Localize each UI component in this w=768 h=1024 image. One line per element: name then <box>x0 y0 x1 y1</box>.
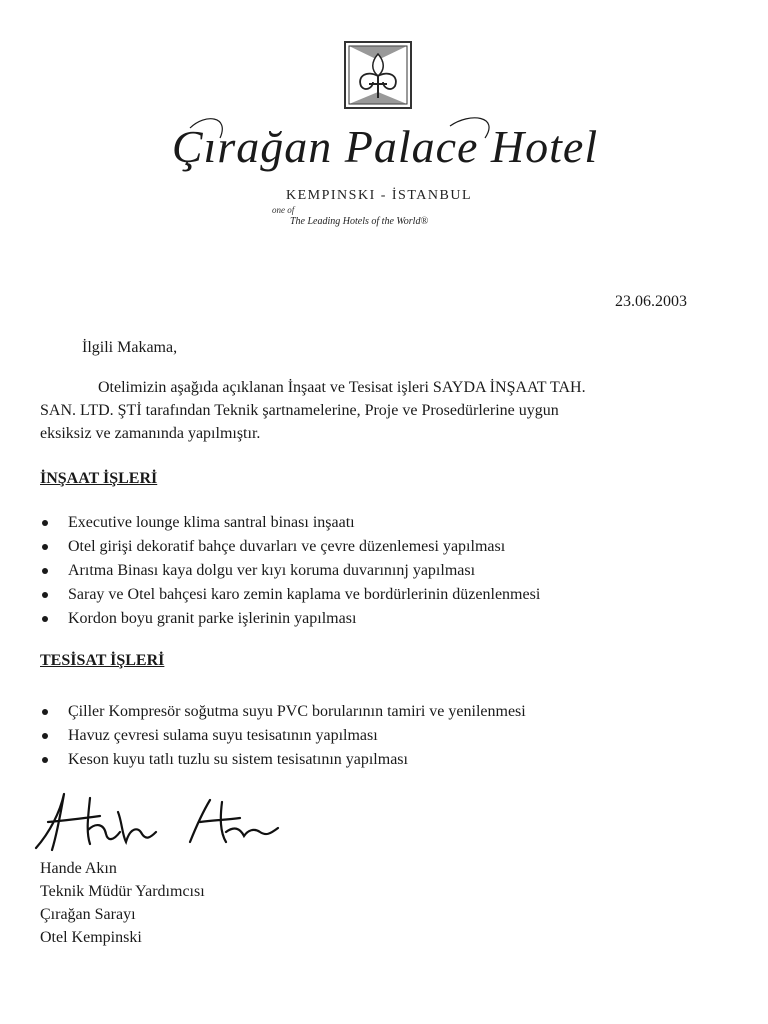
bullet-icon <box>42 733 48 739</box>
bullet-icon <box>42 592 48 598</box>
section-title-insaat: İNŞAAT İŞLERİ <box>40 470 158 487</box>
signer-hotel: Otel Kempinski <box>40 929 142 946</box>
handwritten-signature <box>30 782 290 862</box>
body-line: SAN. LTD. ŞTİ tarafından Teknik şartnamelerine, Proje ve Prosedürlerine uygun <box>40 402 559 419</box>
list-item: Kordon boyu granit parke işlerinin yapılması <box>40 607 540 631</box>
bullet-icon <box>42 544 48 550</box>
hotel-name-logo <box>150 108 620 188</box>
bullet-icon <box>42 709 48 715</box>
list-item: Otel girişi dekoratif bahçe duvarları ve çevre düzenlemesi yapılması <box>40 535 540 559</box>
signer-title: Teknik Müdür Yardımcısı <box>40 883 205 900</box>
letter-body <box>40 376 700 445</box>
leading-hotels-tagline: The Leading Hotels of the World® <box>290 216 429 227</box>
list-item: Executive lounge klima santral binası inşaatı <box>40 511 540 535</box>
svg-text:Çırağan Palace Hotel: Çırağan Palace Hotel <box>171 121 599 172</box>
bullet-icon <box>42 616 48 622</box>
list-item: Arıtma Binası kaya dolgu ver kıyı koruma duvarınınj yapılması <box>40 559 540 583</box>
list-item: Havuz çevresi sulama suyu tesisatının yapılması <box>40 724 526 748</box>
body-line: eksiksiz ve zamanında yapılmıştır. <box>40 425 261 442</box>
signer-organization: Çırağan Sarayı <box>40 906 136 923</box>
list-item: Saray ve Otel bahçesi karo zemin kaplama ve bordürlerinin düzenlenmesi <box>40 583 540 607</box>
signature-block <box>40 857 205 949</box>
signer-name: Hande Akın <box>40 860 117 877</box>
one-of-label: one of <box>272 205 295 215</box>
hotel-subtitle: KEMPINSKI - İSTANBUL <box>286 188 472 203</box>
salutation: İlgili Makama, <box>82 339 178 356</box>
bullet-icon <box>42 568 48 574</box>
list-item: Çiller Kompresör soğutma suyu PVC borularının tamiri ve yenilenmesi <box>40 700 526 724</box>
letter-date: 23.06.2003 <box>615 293 687 310</box>
section-title-tesisat: TESİSAT İŞLERİ <box>40 652 165 669</box>
bullet-icon <box>42 757 48 763</box>
list-item: Keson kuyu tatlı tuzlu su sistem tesisatının yapılması <box>40 748 526 772</box>
body-line: Otelimizin aşağıda açıklanan İnşaat ve Tesisat işleri SAYDA İNŞAAT TAH. <box>98 379 586 396</box>
insaat-list <box>40 511 540 631</box>
tesisat-list <box>40 700 526 772</box>
fleur-de-lis-emblem-icon <box>343 40 413 110</box>
bullet-icon <box>42 520 48 526</box>
